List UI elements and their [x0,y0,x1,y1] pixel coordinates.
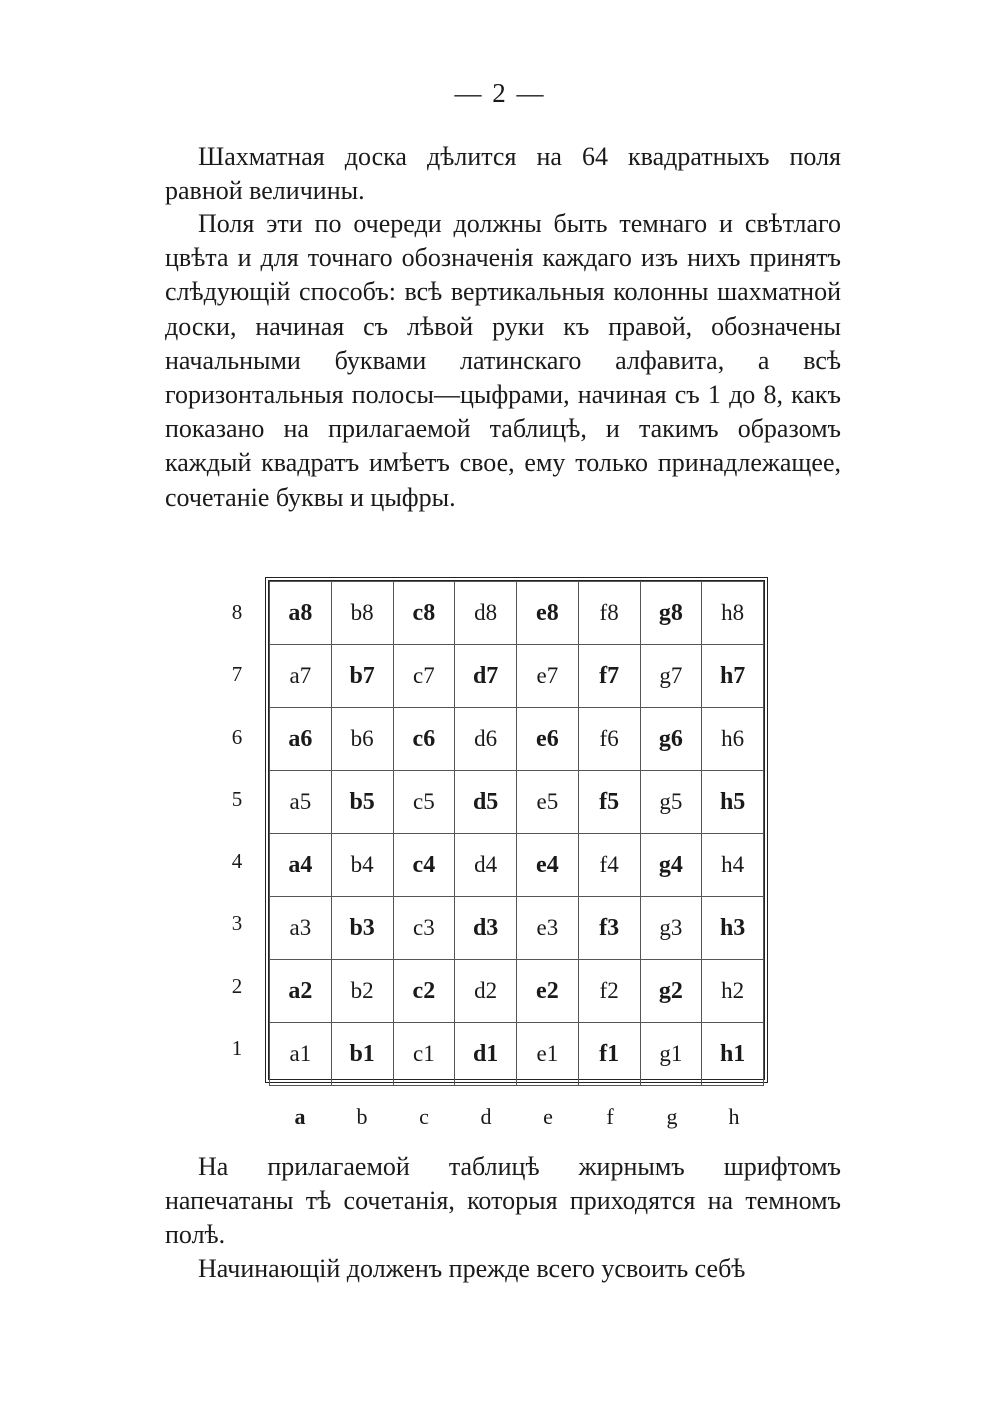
paragraph-1 [165,140,841,208]
file-label: c [419,1104,429,1129]
paragraph-3-text: На прилагаемой таблицѣ жирнымъ шрифтомъ напечатаны тѣ сочетанія, которыя приходятся на темномъ полѣ. [165,1152,841,1250]
paragraph-1-text: Шахматная доска дѣлится на 64 квадратныхъ поля равной величины. [165,142,841,206]
board-square: e7 [517,645,579,708]
paragraph-2 [165,207,841,515]
file-label: g [666,1104,678,1129]
rank-label: 3 [231,911,243,936]
board-square: b6 [331,708,393,771]
board-square: d4 [455,834,517,897]
board-square: h7 [702,645,764,708]
board-square: h3 [702,897,764,960]
board-square: f7 [578,645,640,708]
board-square: b7 [331,645,393,708]
board-square: a4 [270,834,332,897]
board-row [270,582,764,645]
board-row [270,897,764,960]
board-square: h6 [702,708,764,771]
board-square: f2 [578,960,640,1023]
board-square: a2 [270,960,332,1023]
board-square: e6 [517,708,579,771]
board-row [270,645,764,708]
board-square: a8 [270,582,332,645]
file-label: e [543,1104,553,1129]
file-label: d [480,1104,492,1129]
board-square: h1 [702,1023,764,1086]
paragraph-3 [165,1150,841,1253]
board-square: h2 [702,960,764,1023]
file-label: b [356,1104,368,1129]
rank-label: 5 [231,786,243,811]
board-square: e8 [517,582,579,645]
rank-label: 7 [231,662,243,687]
board-square: f3 [578,897,640,960]
board-square: a7 [270,645,332,708]
board-square: g8 [640,582,702,645]
board-square: b2 [331,960,393,1023]
paragraph-2-text: Поля эти по очереди должны быть темнаго и свѣтлаго цвѣта и для точнаго обозначенія каждаго изъ нихъ принятъ слѣдующій способъ: всѣ вертикальныя колонны шахматной доски, начиная съ лѣвой руки къ правой, обозначены начальными буквами латинскаго алфавита, а всѣ горизонтальныя полосы—цыфрами, начиная съ 1 до 8, какъ показано на прилагаемой таблицѣ, и такимъ образомъ каждый квадратъ имѣетъ свое, ему только принадлежащее, сочетаніе буквы и цыфры. [165,209,841,512]
board-square: a3 [270,897,332,960]
board-square: c7 [393,645,455,708]
board-square: c2 [393,960,455,1023]
board-square: e3 [517,897,579,960]
paragraph-4 [165,1252,841,1286]
board-square: d8 [455,582,517,645]
board-row [270,834,764,897]
board-square: g7 [640,645,702,708]
board-square: g6 [640,708,702,771]
board-square: e1 [517,1023,579,1086]
board-square: d1 [455,1023,517,1086]
board-square: c8 [393,582,455,645]
board-square: c4 [393,834,455,897]
board-square: b3 [331,897,393,960]
board-square: a5 [270,771,332,834]
rank-label: 6 [231,724,243,749]
board-square: h8 [702,582,764,645]
board-square: e4 [517,834,579,897]
board-square: f4 [578,834,640,897]
rank-label: 8 [231,600,243,624]
board-row [270,960,764,1023]
rank-label: 2 [231,973,243,998]
board-square: b8 [331,582,393,645]
board-square: c5 [393,771,455,834]
board-square: c6 [393,708,455,771]
board-square: g5 [640,771,702,834]
rank-labels [222,581,252,1079]
board-square: f6 [578,708,640,771]
chess-board-table [269,581,764,1086]
board-square: a6 [270,708,332,771]
file-label: f [606,1104,614,1129]
rank-label: 4 [231,849,243,874]
board-row [270,771,764,834]
board-square: d2 [455,960,517,1023]
board-square: e5 [517,771,579,834]
board-square: b4 [331,834,393,897]
board-square: f1 [578,1023,640,1086]
board-square: h5 [702,771,764,834]
board-square: c3 [393,897,455,960]
rank-label: 1 [231,1036,243,1061]
board-square: b5 [331,771,393,834]
board-square: g2 [640,960,702,1023]
board-square: d3 [455,897,517,960]
board-square: f8 [578,582,640,645]
board-square: b1 [331,1023,393,1086]
board-square: g1 [640,1023,702,1086]
board-square: f5 [578,771,640,834]
board-square: e2 [517,960,579,1023]
file-label: h [728,1104,740,1129]
paragraph-4-text: Начинающій долженъ прежде всего усвоить себѣ [198,1254,746,1283]
file-labels [269,1104,765,1130]
board-row [270,708,764,771]
board-square: h4 [702,834,764,897]
board-square: d5 [455,771,517,834]
file-label: a [294,1104,306,1129]
board-square: g4 [640,834,702,897]
page-number: — 2 — [454,78,546,108]
board-square: a1 [270,1023,332,1086]
chess-board [265,577,768,1083]
board-square: c1 [393,1023,455,1086]
board-square: d7 [455,645,517,708]
board-square: d6 [455,708,517,771]
board-row [270,1023,764,1086]
board-square: g3 [640,897,702,960]
